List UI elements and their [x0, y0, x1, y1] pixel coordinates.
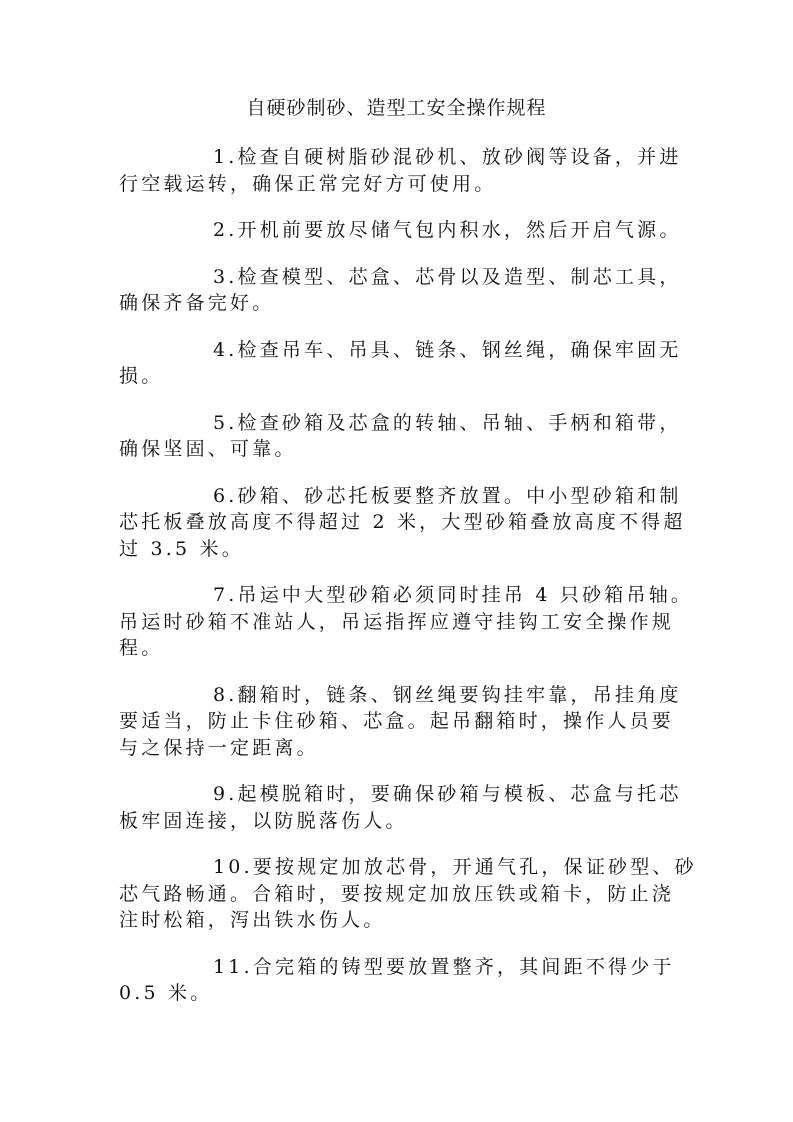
rule-paragraph-3 [119, 264, 682, 317]
paragraph-line: 行空载运转，确保正常完好方可使用。 [119, 172, 497, 195]
paragraph-line: 板牢固连接，以防脱落伤人。 [119, 809, 408, 832]
paragraph-line: 6.砂箱、砂芯托板要整齐放置。中小型砂箱和制 [213, 484, 682, 507]
rule-paragraph-9 [119, 781, 682, 834]
paragraph-line: 程。 [119, 637, 164, 659]
rule-paragraph-10 [119, 854, 697, 934]
paragraph-line: 确保齐备完好。 [119, 292, 275, 314]
paragraph-line: 与之保持一定距离。 [119, 736, 319, 759]
rule-paragraph-4 [119, 337, 682, 390]
paragraph-line: 确保坚固、可靠。 [119, 438, 297, 460]
paragraph-line: 3.检查模型、芯盒、芯骨以及造型、制芯工具， [213, 265, 682, 288]
rule-paragraph-6 [119, 483, 686, 563]
paragraph-line: 8.翻箱时，链条、钢丝绳要钩挂牢靠，吊挂角度 [213, 683, 682, 706]
document-body [119, 144, 697, 1027]
paragraph-line: 11.合完箱的铸型要放置整齐，其间距不得少于 [213, 955, 675, 978]
rule-paragraph-8 [119, 682, 682, 762]
paragraph-line: 10.要按规定加放芯骨，开通气孔，保证砂型、砂 [213, 856, 697, 878]
paragraph-line: 2.开机前要放尽储气包内积水，然后开启气源。 [213, 219, 682, 241]
paragraph-line: 损。 [119, 365, 164, 387]
paragraph-line: 4.检查吊车、吊具、链条、钢丝绳，确保牢固无 [213, 338, 682, 361]
paragraph-line: 过 3.5 米。 [119, 537, 244, 560]
paragraph-line: 7.吊运中大型砂箱必须同时挂吊 4 只砂箱吊轴。 [213, 584, 694, 606]
rule-paragraph-11 [119, 954, 675, 1007]
document-title: 自硬砂制砂、造型工安全操作规程 [246, 97, 547, 119]
rule-paragraph-1 [119, 144, 682, 197]
paragraph-line: 芯气路畅通。合箱时，要按规定加放压铁或箱卡，防止浇 [119, 882, 675, 905]
paragraph-line: 0.5 米。 [119, 982, 213, 1004]
paragraph-line: 9.起模脱箱时，要确保砂箱与模板、芯盒与托芯 [213, 783, 682, 805]
paragraph-line: 要适当，防止卡住砂箱、芯盒。起吊翻箱时，操作人员要 [119, 710, 675, 732]
paragraph-line: 芯托板叠放高度不得超过 2 米，大型砂箱叠放高度不得超 [119, 511, 686, 533]
rule-paragraph-5 [119, 410, 682, 463]
paragraph-line: 吊运时砂箱不准站人，吊运指挥应遵守挂钩工安全操作规 [119, 610, 675, 633]
paragraph-line: 1.检查自硬树脂砂混砂机、放砂阀等设备，并进 [213, 146, 682, 168]
rule-paragraph-2 [119, 217, 682, 244]
rule-paragraph-7 [119, 582, 694, 662]
paragraph-line: 注时松箱，泻出铁水伤人。 [119, 909, 386, 931]
paragraph-line: 5.检查砂箱及芯盒的转轴、吊轴、手柄和箱带， [213, 411, 682, 434]
